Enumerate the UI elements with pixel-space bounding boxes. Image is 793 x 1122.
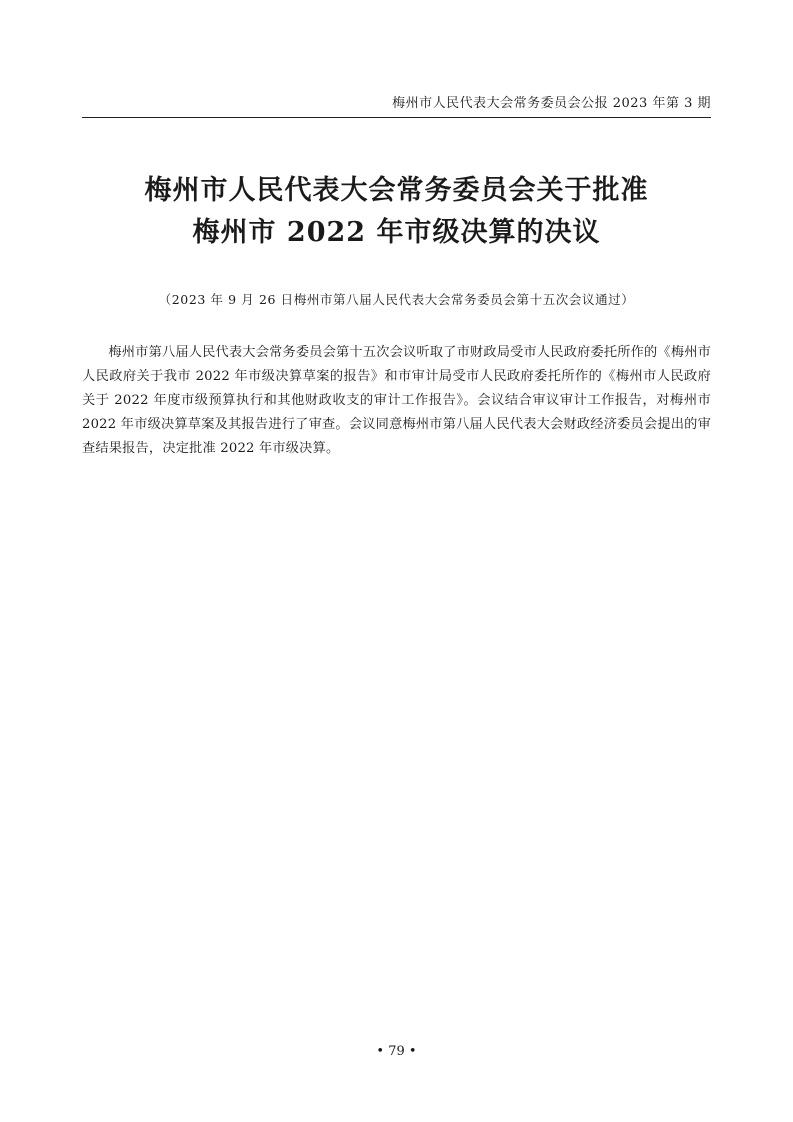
header-divider bbox=[82, 117, 711, 118]
publication-header: 梅州市人民代表大会常务委员会公报 2023 年第 3 期 bbox=[392, 96, 711, 111]
title-line-2: 梅州市 2022 年市级决算的决议 bbox=[192, 217, 601, 248]
page-number: • 79 • bbox=[376, 1044, 417, 1059]
body-paragraph: 梅州市第八届人民代表大会常务委员会第十五次会议听取了市财政局受市人民政府委托所作的《梅州市人民政府关于我市 2022 年市级决算草案的报告》和市审计局受市人民政府委托所作的《梅州市人民政府关于 2022 年度市级预算执行和其他财政收支的审计工作报告》。会议结合审议审计工作报告，对梅州市 2022 年市级决算草案及其报告进行了审查。会议同意梅州市第八届人民代表大会财政经济委员会提出的审查结果报告，决定批准 2022 年市级决算。 bbox=[82, 345, 711, 456]
document-title bbox=[82, 170, 711, 254]
adoption-note: （2023 年 9 月 26 日梅州市第八届人民代表大会常务委员会第十五次会议通过） bbox=[158, 292, 635, 307]
title-line-1: 梅州市人民代表大会常务委员会关于批准 bbox=[144, 175, 649, 206]
